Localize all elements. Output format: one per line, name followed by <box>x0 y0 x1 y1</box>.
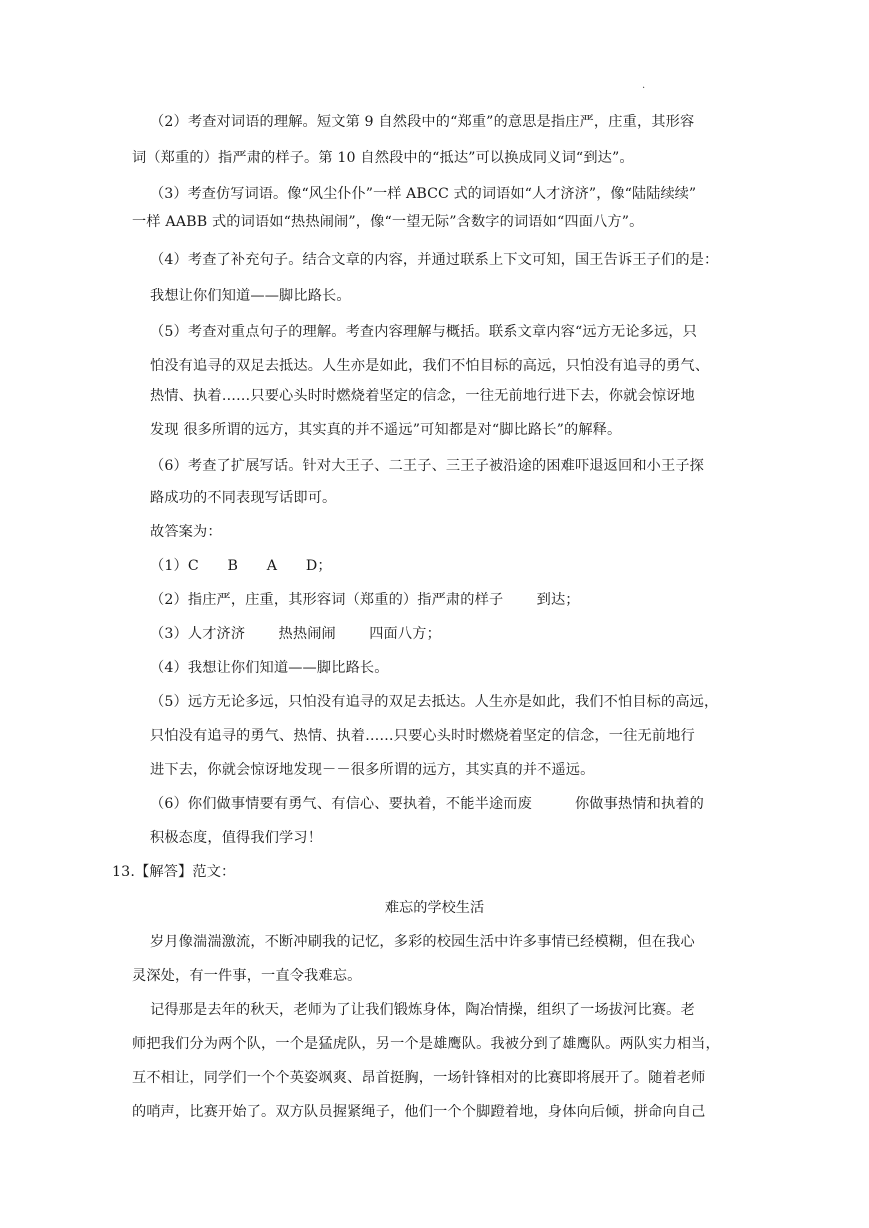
text-line: 只怕没有追寻的勇气、热情、执着……只要心头时时燃烧着坚定的信念，一往无前地行 <box>150 728 695 744</box>
text-line: 发现 很多所谓的远方，其实真的并不遥远”可知都是对“脚比路长”的解释。 <box>150 422 622 438</box>
text-line: 一样 AABB 式的词语如“热热闹闹”，像“一望无际”含数字的词语如“四面八方”。 <box>132 214 644 230</box>
text-line: 进下去，你就会惊讶地发现－－很多所谓的远方，其实真的并不遥远。 <box>150 762 595 778</box>
text-line: 互不相让，同学们一个个英姿飒爽、昂首挺胸，一场针锋相对的比赛即将展开了。随着老师 <box>132 1070 706 1086</box>
text-line: 词（郑重的）指严肃的样子。第 10 自然段中的“抵达”可以换成同义词“到达”。 <box>132 150 634 166</box>
text-line: （6）你们做事情要有勇气、有信心、要执着，不能半途而废 你做事热情和执着的 <box>150 796 705 812</box>
text-line: （1）C B A D； <box>150 558 332 574</box>
essay-title: 难忘的学校生活 <box>384 900 485 916</box>
text-line: （3）人才济济 热热闹闹 四面八方； <box>150 626 441 642</box>
header-dot: . <box>642 80 646 91</box>
text-line: 故答案为： <box>150 524 222 540</box>
text-line: （3）考查仿写词语。像“风尘仆仆”一样 ABCC 式的词语如“人才济济”，像“陆陆续续” <box>150 186 697 202</box>
section-heading: 13.【解答】范文： <box>112 864 236 880</box>
text-line: 的哨声，比赛开始了。双方队员握紧绳子，他们一个个脚蹬着地，身体向后倾，拼命向自己 <box>132 1104 706 1120</box>
text-line: 我想让你们知道——脚比路长。 <box>150 288 351 304</box>
text-line: （5）考查对重点句子的理解。考查内容理解与概括。联系文章内容“远方无论多远，只 <box>150 324 698 340</box>
text-line: 热情、执着……只要心头时时燃烧着坚定的信念，一往无前地行进下去，你就会惊讶地 <box>150 388 695 404</box>
text-line: 路成功的不同表现写话即可。 <box>150 490 337 506</box>
text-line: 记得那是去年的秋天，老师为了让我们锻炼身体，陶冶情操，组织了一场拔河比赛。老 <box>150 1002 695 1018</box>
text-line: （6）考查了扩展写话。针对大王子、二王子、三王子被沿途的困难吓退返回和小王子探 <box>150 458 705 474</box>
text-line: 岁月像湍湍激流，不断冲刷我的记忆，多彩的校园生活中许多事情已经模糊，但在我心 <box>150 934 695 950</box>
text-line: 怕没有追寻的双足去抵达。人生亦是如此，我们不怕目标的高远，只怕没有追寻的勇气、 <box>150 358 710 374</box>
text-line: 积极态度，值得我们学习！ <box>150 830 323 846</box>
text-line: （4）我想让你们知道——脚比路长。 <box>150 660 389 676</box>
text-line: （5）远方无论多远，只怕没有追寻的双足去抵达。人生亦是如此，我们不怕目标的高远， <box>150 694 719 710</box>
text-line: （2）考查对词语的理解。短文第 9 自然段中的“郑重”的意思是指庄严，庄重，其形容 <box>150 114 695 130</box>
text-line: 灵深处，有一件事，一直令我难忘。 <box>132 968 362 984</box>
text-line: （4）考查了补充句子。结合文章的内容，并通过联系上下文可知，国王告诉王子们的是： <box>150 252 719 268</box>
text-line: 师把我们分为两个队，一个是猛虎队，另一个是雄鹰队。我被分到了雄鹰队。两队实力相当， <box>132 1036 720 1052</box>
text-line: （2）指庄严，庄重，其形容词（郑重的）指严肃的样子 到达； <box>150 592 580 608</box>
